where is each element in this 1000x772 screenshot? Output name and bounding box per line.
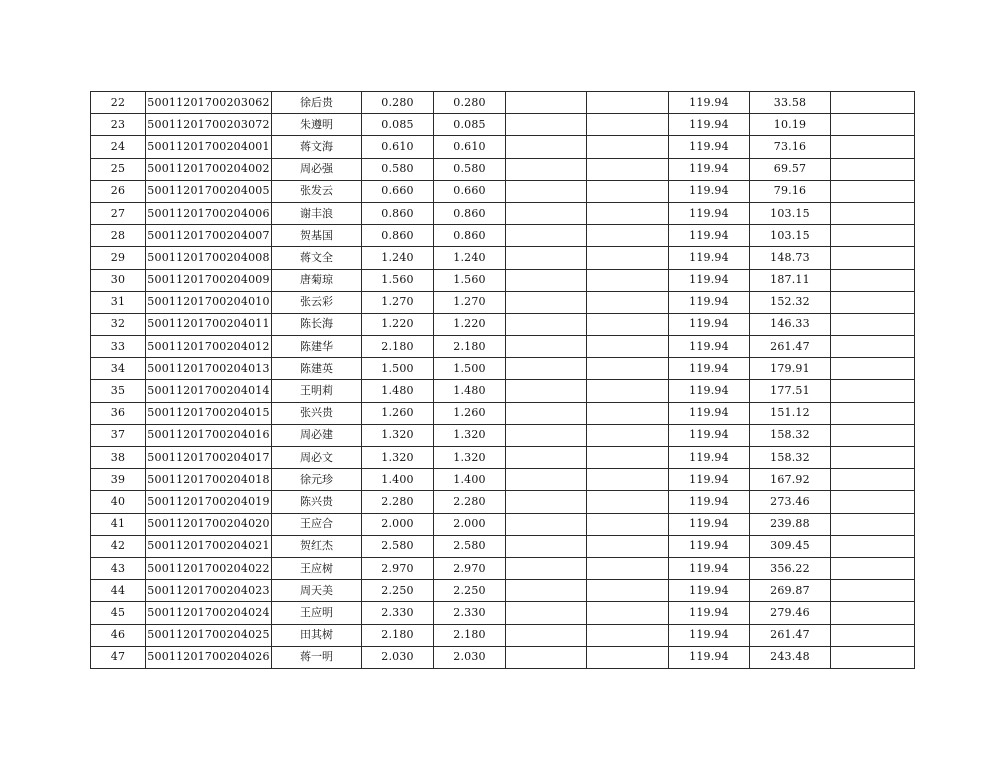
- confirmed-area-cell: 0.860: [434, 225, 506, 247]
- blank-cell: [587, 313, 669, 335]
- amount-cell: 261.47: [750, 624, 831, 646]
- table-row: [91, 580, 915, 602]
- table-row: [91, 557, 915, 579]
- blank-cell: [506, 158, 587, 180]
- owner-name-cell: 陈建英: [272, 358, 362, 380]
- unit-price-cell: 119.94: [669, 202, 750, 224]
- blank-cell: [506, 557, 587, 579]
- table-row: [91, 225, 915, 247]
- area-cell: 0.085: [362, 114, 434, 136]
- owner-name-cell: 徐元珍: [272, 469, 362, 491]
- blank-cell: [587, 513, 669, 535]
- owner-name-cell: 蒋文海: [272, 136, 362, 158]
- owner-name-cell: 周必文: [272, 447, 362, 469]
- blank-cell: [587, 402, 669, 424]
- amount-cell: 261.47: [750, 336, 831, 358]
- blank-cell: [506, 447, 587, 469]
- parcel-code-cell: 50011201700204018: [146, 469, 272, 491]
- blank-cell: [587, 158, 669, 180]
- parcel-code-cell: 50011201700204008: [146, 247, 272, 269]
- remarks-cell: [831, 602, 915, 624]
- table-row: [91, 291, 915, 313]
- blank-cell: [587, 469, 669, 491]
- confirmed-area-cell: 1.240: [434, 247, 506, 269]
- confirmed-area-cell: 1.560: [434, 269, 506, 291]
- amount-cell: 279.46: [750, 602, 831, 624]
- table-row: [91, 114, 915, 136]
- blank-cell: [506, 180, 587, 202]
- blank-cell: [587, 580, 669, 602]
- blank-cell: [506, 535, 587, 557]
- remarks-cell: [831, 447, 915, 469]
- blank-cell: [587, 336, 669, 358]
- table-row: [91, 535, 915, 557]
- remarks-cell: [831, 580, 915, 602]
- remarks-cell: [831, 513, 915, 535]
- unit-price-cell: 119.94: [669, 313, 750, 335]
- area-cell: 1.320: [362, 447, 434, 469]
- table-row: [91, 624, 915, 646]
- blank-cell: [587, 136, 669, 158]
- area-cell: 1.400: [362, 469, 434, 491]
- amount-cell: 177.51: [750, 380, 831, 402]
- confirmed-area-cell: 1.270: [434, 291, 506, 313]
- row-number-cell: 23: [91, 114, 146, 136]
- row-number-cell: 26: [91, 180, 146, 202]
- blank-cell: [506, 491, 587, 513]
- row-number-cell: 38: [91, 447, 146, 469]
- blank-cell: [587, 291, 669, 313]
- area-cell: 1.220: [362, 313, 434, 335]
- unit-price-cell: 119.94: [669, 469, 750, 491]
- area-cell: 2.030: [362, 646, 434, 668]
- parcel-code-cell: 50011201700204020: [146, 513, 272, 535]
- table-row: [91, 247, 915, 269]
- blank-cell: [587, 225, 669, 247]
- confirmed-area-cell: 0.280: [434, 92, 506, 114]
- table-row: [91, 646, 915, 668]
- remarks-cell: [831, 646, 915, 668]
- blank-cell: [587, 358, 669, 380]
- area-cell: 2.280: [362, 491, 434, 513]
- confirmed-area-cell: 2.580: [434, 535, 506, 557]
- blank-cell: [506, 225, 587, 247]
- area-cell: 0.660: [362, 180, 434, 202]
- remarks-cell: [831, 202, 915, 224]
- area-cell: 0.580: [362, 158, 434, 180]
- blank-cell: [506, 247, 587, 269]
- owner-name-cell: 张云彩: [272, 291, 362, 313]
- blank-cell: [587, 180, 669, 202]
- confirmed-area-cell: 1.500: [434, 358, 506, 380]
- parcel-code-cell: 50011201700204006: [146, 202, 272, 224]
- blank-cell: [506, 136, 587, 158]
- blank-cell: [506, 313, 587, 335]
- blank-cell: [587, 269, 669, 291]
- remarks-cell: [831, 247, 915, 269]
- parcel-code-cell: 50011201700204023: [146, 580, 272, 602]
- amount-cell: 273.46: [750, 491, 831, 513]
- parcel-code-cell: 50011201700204013: [146, 358, 272, 380]
- amount-cell: 33.58: [750, 92, 831, 114]
- row-number-cell: 28: [91, 225, 146, 247]
- unit-price-cell: 119.94: [669, 535, 750, 557]
- row-number-cell: 31: [91, 291, 146, 313]
- table-row: [91, 269, 915, 291]
- blank-cell: [506, 469, 587, 491]
- area-cell: 2.180: [362, 336, 434, 358]
- confirmed-area-cell: 1.320: [434, 424, 506, 446]
- owner-name-cell: 蒋文全: [272, 247, 362, 269]
- confirmed-area-cell: 2.030: [434, 646, 506, 668]
- amount-cell: 243.48: [750, 646, 831, 668]
- unit-price-cell: 119.94: [669, 225, 750, 247]
- remarks-cell: [831, 136, 915, 158]
- remarks-cell: [831, 535, 915, 557]
- amount-cell: 152.32: [750, 291, 831, 313]
- unit-price-cell: 119.94: [669, 624, 750, 646]
- parcel-code-cell: 50011201700204007: [146, 225, 272, 247]
- owner-name-cell: 唐菊琼: [272, 269, 362, 291]
- amount-cell: 269.87: [750, 580, 831, 602]
- unit-price-cell: 119.94: [669, 269, 750, 291]
- table-body: [91, 92, 915, 669]
- row-number-cell: 33: [91, 336, 146, 358]
- parcel-code-cell: 50011201700204015: [146, 402, 272, 424]
- unit-price-cell: 119.94: [669, 180, 750, 202]
- parcel-code-cell: 50011201700204009: [146, 269, 272, 291]
- row-number-cell: 46: [91, 624, 146, 646]
- unit-price-cell: 119.94: [669, 291, 750, 313]
- table-row: [91, 424, 915, 446]
- blank-cell: [587, 646, 669, 668]
- remarks-cell: [831, 158, 915, 180]
- area-cell: 0.860: [362, 225, 434, 247]
- table-row: [91, 136, 915, 158]
- blank-cell: [506, 402, 587, 424]
- remarks-cell: [831, 269, 915, 291]
- area-cell: 2.970: [362, 557, 434, 579]
- amount-cell: 73.16: [750, 136, 831, 158]
- blank-cell: [506, 602, 587, 624]
- blank-cell: [506, 358, 587, 380]
- unit-price-cell: 119.94: [669, 402, 750, 424]
- row-number-cell: 27: [91, 202, 146, 224]
- owner-name-cell: 陈长海: [272, 313, 362, 335]
- owner-name-cell: 田其树: [272, 624, 362, 646]
- amount-cell: 167.92: [750, 469, 831, 491]
- owner-name-cell: 谢丰浪: [272, 202, 362, 224]
- area-cell: 1.480: [362, 380, 434, 402]
- blank-cell: [506, 336, 587, 358]
- confirmed-area-cell: 2.330: [434, 602, 506, 624]
- amount-cell: 146.33: [750, 313, 831, 335]
- blank-cell: [506, 624, 587, 646]
- remarks-cell: [831, 424, 915, 446]
- blank-cell: [587, 491, 669, 513]
- blank-cell: [587, 247, 669, 269]
- amount-cell: 151.12: [750, 402, 831, 424]
- amount-cell: 79.16: [750, 180, 831, 202]
- table-row: [91, 602, 915, 624]
- confirmed-area-cell: 0.660: [434, 180, 506, 202]
- confirmed-area-cell: 0.610: [434, 136, 506, 158]
- blank-cell: [506, 380, 587, 402]
- remarks-cell: [831, 491, 915, 513]
- blank-cell: [587, 447, 669, 469]
- remarks-cell: [831, 180, 915, 202]
- blank-cell: [506, 513, 587, 535]
- row-number-cell: 30: [91, 269, 146, 291]
- remarks-cell: [831, 92, 915, 114]
- parcel-code-cell: 50011201700204014: [146, 380, 272, 402]
- confirmed-area-cell: 2.250: [434, 580, 506, 602]
- amount-cell: 158.32: [750, 424, 831, 446]
- amount-cell: 69.57: [750, 158, 831, 180]
- amount-cell: 309.45: [750, 535, 831, 557]
- area-cell: 2.180: [362, 624, 434, 646]
- owner-name-cell: 贺红杰: [272, 535, 362, 557]
- table-row: [91, 180, 915, 202]
- confirmed-area-cell: 0.085: [434, 114, 506, 136]
- blank-cell: [587, 114, 669, 136]
- area-cell: 1.260: [362, 402, 434, 424]
- parcel-code-cell: 50011201700204024: [146, 602, 272, 624]
- unit-price-cell: 119.94: [669, 158, 750, 180]
- parcel-code-cell: 50011201700204019: [146, 491, 272, 513]
- amount-cell: 356.22: [750, 557, 831, 579]
- table-row: [91, 358, 915, 380]
- confirmed-area-cell: 2.180: [434, 336, 506, 358]
- area-cell: 2.330: [362, 602, 434, 624]
- row-number-cell: 25: [91, 158, 146, 180]
- row-number-cell: 36: [91, 402, 146, 424]
- table-row: [91, 336, 915, 358]
- row-number-cell: 44: [91, 580, 146, 602]
- area-cell: 1.320: [362, 424, 434, 446]
- confirmed-area-cell: 0.860: [434, 202, 506, 224]
- blank-cell: [587, 602, 669, 624]
- owner-name-cell: 王应明: [272, 602, 362, 624]
- blank-cell: [506, 92, 587, 114]
- blank-cell: [506, 580, 587, 602]
- owner-name-cell: 陈建华: [272, 336, 362, 358]
- blank-cell: [506, 646, 587, 668]
- table-row: [91, 491, 915, 513]
- parcel-code-cell: 50011201700204010: [146, 291, 272, 313]
- remarks-cell: [831, 313, 915, 335]
- confirmed-area-cell: 2.280: [434, 491, 506, 513]
- row-number-cell: 29: [91, 247, 146, 269]
- owner-name-cell: 陈兴贵: [272, 491, 362, 513]
- table-row: [91, 513, 915, 535]
- owner-name-cell: 王明莉: [272, 380, 362, 402]
- blank-cell: [506, 424, 587, 446]
- owner-name-cell: 蒋一明: [272, 646, 362, 668]
- remarks-cell: [831, 336, 915, 358]
- amount-cell: 179.91: [750, 358, 831, 380]
- row-number-cell: 22: [91, 92, 146, 114]
- owner-name-cell: 周必建: [272, 424, 362, 446]
- area-cell: 0.610: [362, 136, 434, 158]
- remarks-cell: [831, 557, 915, 579]
- confirmed-area-cell: 1.220: [434, 313, 506, 335]
- blank-cell: [587, 535, 669, 557]
- remarks-cell: [831, 225, 915, 247]
- parcel-code-cell: 50011201700204026: [146, 646, 272, 668]
- confirmed-area-cell: 1.320: [434, 447, 506, 469]
- table-row: [91, 313, 915, 335]
- owner-name-cell: 徐后贵: [272, 92, 362, 114]
- blank-cell: [506, 291, 587, 313]
- parcel-code-cell: 50011201700203062: [146, 92, 272, 114]
- amount-cell: 103.15: [750, 225, 831, 247]
- blank-cell: [506, 202, 587, 224]
- row-number-cell: 45: [91, 602, 146, 624]
- amount-cell: 103.15: [750, 202, 831, 224]
- row-number-cell: 34: [91, 358, 146, 380]
- confirmed-area-cell: 2.000: [434, 513, 506, 535]
- unit-price-cell: 119.94: [669, 513, 750, 535]
- remarks-cell: [831, 624, 915, 646]
- unit-price-cell: 119.94: [669, 380, 750, 402]
- unit-price-cell: 119.94: [669, 424, 750, 446]
- unit-price-cell: 119.94: [669, 358, 750, 380]
- unit-price-cell: 119.94: [669, 114, 750, 136]
- owner-name-cell: 张兴贵: [272, 402, 362, 424]
- row-number-cell: 40: [91, 491, 146, 513]
- parcel-code-cell: 50011201700204021: [146, 535, 272, 557]
- remarks-cell: [831, 402, 915, 424]
- amount-cell: 10.19: [750, 114, 831, 136]
- unit-price-cell: 119.94: [669, 336, 750, 358]
- owner-name-cell: 王应合: [272, 513, 362, 535]
- blank-cell: [506, 269, 587, 291]
- table-row: [91, 402, 915, 424]
- unit-price-cell: 119.94: [669, 580, 750, 602]
- confirmed-area-cell: 1.260: [434, 402, 506, 424]
- area-cell: 2.000: [362, 513, 434, 535]
- table-row: [91, 469, 915, 491]
- area-cell: 2.250: [362, 580, 434, 602]
- unit-price-cell: 119.94: [669, 447, 750, 469]
- confirmed-area-cell: 1.480: [434, 380, 506, 402]
- owner-name-cell: 周必强: [272, 158, 362, 180]
- owner-name-cell: 王应树: [272, 557, 362, 579]
- blank-cell: [506, 114, 587, 136]
- amount-cell: 158.32: [750, 447, 831, 469]
- amount-cell: 239.88: [750, 513, 831, 535]
- unit-price-cell: 119.94: [669, 136, 750, 158]
- blank-cell: [587, 557, 669, 579]
- remarks-cell: [831, 291, 915, 313]
- confirmed-area-cell: 1.400: [434, 469, 506, 491]
- blank-cell: [587, 424, 669, 446]
- table-row: [91, 158, 915, 180]
- amount-cell: 187.11: [750, 269, 831, 291]
- unit-price-cell: 119.94: [669, 247, 750, 269]
- table-row: [91, 447, 915, 469]
- remarks-cell: [831, 380, 915, 402]
- unit-price-cell: 119.94: [669, 646, 750, 668]
- table-row: [91, 92, 915, 114]
- confirmed-area-cell: 2.180: [434, 624, 506, 646]
- unit-price-cell: 119.94: [669, 557, 750, 579]
- amount-cell: 148.73: [750, 247, 831, 269]
- blank-cell: [587, 202, 669, 224]
- row-number-cell: 39: [91, 469, 146, 491]
- parcel-code-cell: 50011201700204001: [146, 136, 272, 158]
- row-number-cell: 32: [91, 313, 146, 335]
- area-cell: 2.580: [362, 535, 434, 557]
- row-number-cell: 24: [91, 136, 146, 158]
- area-cell: 1.500: [362, 358, 434, 380]
- data-table: [90, 91, 915, 669]
- confirmed-area-cell: 2.970: [434, 557, 506, 579]
- table-row: [91, 202, 915, 224]
- owner-name-cell: 周天美: [272, 580, 362, 602]
- parcel-code-cell: 50011201700204012: [146, 336, 272, 358]
- confirmed-area-cell: 0.580: [434, 158, 506, 180]
- parcel-code-cell: 50011201700204005: [146, 180, 272, 202]
- row-number-cell: 47: [91, 646, 146, 668]
- area-cell: 0.860: [362, 202, 434, 224]
- blank-cell: [587, 380, 669, 402]
- parcel-code-cell: 50011201700204011: [146, 313, 272, 335]
- row-number-cell: 37: [91, 424, 146, 446]
- area-cell: 1.270: [362, 291, 434, 313]
- parcel-code-cell: 50011201700203072: [146, 114, 272, 136]
- area-cell: 0.280: [362, 92, 434, 114]
- blank-cell: [587, 624, 669, 646]
- row-number-cell: 42: [91, 535, 146, 557]
- remarks-cell: [831, 358, 915, 380]
- area-cell: 1.560: [362, 269, 434, 291]
- area-cell: 1.240: [362, 247, 434, 269]
- remarks-cell: [831, 114, 915, 136]
- row-number-cell: 35: [91, 380, 146, 402]
- owner-name-cell: 朱遵明: [272, 114, 362, 136]
- parcel-code-cell: 50011201700204017: [146, 447, 272, 469]
- row-number-cell: 43: [91, 557, 146, 579]
- parcel-code-cell: 50011201700204016: [146, 424, 272, 446]
- owner-name-cell: 张发云: [272, 180, 362, 202]
- parcel-code-cell: 50011201700204022: [146, 557, 272, 579]
- unit-price-cell: 119.94: [669, 602, 750, 624]
- owner-name-cell: 贺基国: [272, 225, 362, 247]
- remarks-cell: [831, 469, 915, 491]
- unit-price-cell: 119.94: [669, 92, 750, 114]
- unit-price-cell: 119.94: [669, 491, 750, 513]
- row-number-cell: 41: [91, 513, 146, 535]
- parcel-code-cell: 50011201700204025: [146, 624, 272, 646]
- table-row: [91, 380, 915, 402]
- parcel-code-cell: 50011201700204002: [146, 158, 272, 180]
- blank-cell: [587, 92, 669, 114]
